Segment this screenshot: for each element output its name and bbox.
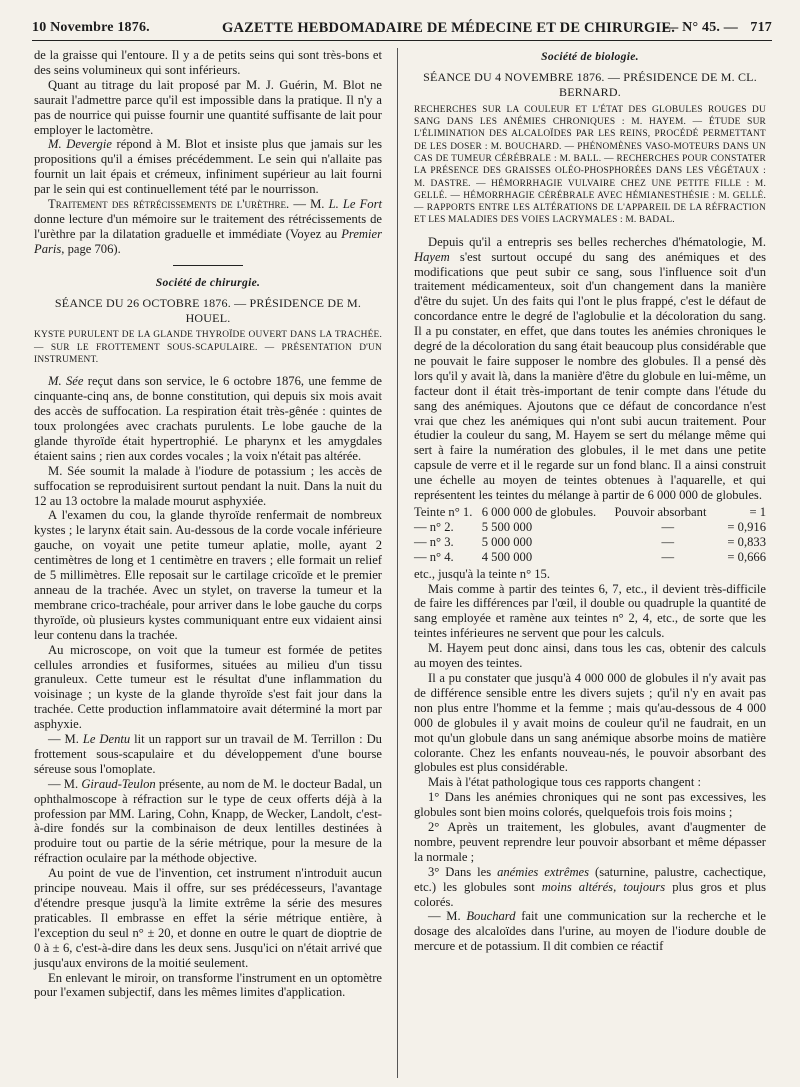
table-cell: — n° 2. xyxy=(414,519,454,534)
speaker-name: M. Sée xyxy=(48,374,84,389)
paragraph: A l'examen du cou, la glande thyroïde renfermait de nombreux kystes ; le larynx était sain. Au-dessous de la corde vocale inférieure gauche, on voyait une petite tumeur aplatie, molle, ayant 2 centimètres de long et 1 centimètre en travers ; elle formait un relief de 5 millimètres. Elle reposait sur le cartilage cricoïde et le premier anneau de la trachée. Avec un stylet, on traverse la tumeur et la membrane crico-trachéale, pour arriver dans le lobe gauche du corps thyroïde, où plusieurs kystes communiquant entre eux vidaient ainsi leur contenu dans la trachée. xyxy=(34,508,382,642)
paragraph xyxy=(34,197,382,257)
table-cell: = 0,833 xyxy=(727,534,766,549)
paragraph-text: — M. xyxy=(48,732,83,747)
paragraph: Au microscope, on voit que la tumeur est formée de petites cellules arrondies et fusiformes, situées au milieu d'un tissu granuleux. Cette tumeur est le résultat d'une inflammation du voisinage ; un kyste de la glande thyroïde s'est fait jour dans la trachée. Cette production inflammatoire avait déterminé la mort par asphyxie. xyxy=(34,642,382,732)
paragraph-text: 3° Dans les xyxy=(428,864,498,879)
speaker-name: Bouchard xyxy=(466,909,516,924)
paragraph-text: présente, au nom de M. le docteur Badal, un ophthalmoscope à réfraction sur le type de ceux offerts déjà à la profession par MM. Laring, Cohn, Knapp, de Wecker, Landolt, c'est-à-dire fondés sur la combinaison de deux lentilles destinées à produire tout ou partie de la série métrique, pour la mesure de la réfraction oculaire par la méthode objective. xyxy=(34,776,382,866)
paragraph xyxy=(414,865,766,910)
paragraph-text: Depuis qu'il a entrepris ses belles recherches d'hématologie, M. xyxy=(428,234,766,249)
table-row xyxy=(414,505,766,520)
section-rule xyxy=(173,265,243,266)
paragraph: Au point de vue de l'invention, cet instrument n'introduit aucun principe nouveau. Mais il offre, sur ses prédécesseurs, l'avantage d'étendre presque jusqu'à la limite extrême la série des mesures praticables. Il embrasse en effet la série métrique entière, à l'exception du seul n° ± 20, et donne en outre le quart de dioptrie de 0 à ± 6, c'est-à-dire dans les deux sens. Jusqu'ici on n'était arrivé que jusqu'aux environs de la moitié seulement. xyxy=(34,866,382,970)
paragraph xyxy=(34,732,382,777)
paragraph xyxy=(34,137,382,197)
table-cell: = 0,916 xyxy=(727,519,766,534)
session-summary: KYSTE PURULENT DE LA GLANDE THYROÏDE OUVERT DANS LA TRACHÉE. — SUR LE FROTTEMENT SOUS-SCAPULAIRE. — PRÉSENTATION D'UN INSTRUMENT. xyxy=(34,330,382,365)
paragraph-text: donne lecture d'un mémoire sur le traitement des rétrécissements de l'urèthre par la dilatation graduelle et immédiate (Voyez au xyxy=(34,211,382,241)
paragraph: M. Sée soumit la malade à l'iodure de potassium ; les accès de suffocation se reproduisirent surtout pendant la nuit. Dans la nuit du 12 au 13 octobre la malade mourut asphyxiée. xyxy=(34,463,382,508)
paragraph-text: — M. xyxy=(289,197,329,212)
left-column xyxy=(34,48,382,1000)
table-cell: — xyxy=(661,519,675,534)
paragraph-text: reçut dans son service, le 6 octobre 1876, une femme de cinquante-cinq ans, de bonne constitution, qui depuis six mois avait des accès de suffocation. La respiration était très-gênée : quintes de toux prolongées avec crachats purulents. Le lobe gauche de la glande thyroïde était hypertrophié. Le pharynx et les amygdales étaient sains ; rien aux cordes vocales ; la voix n'était pas altérée. xyxy=(34,374,382,463)
paragraph xyxy=(34,777,382,866)
session-summary: RECHERCHES SUR LA COULEUR ET L'ÉTAT DES GLOBULES ROUGES DU SANG DANS LES ANÉMIES CHRONIQUES : M. HAYEM. — ÉTUDE SUR L'ÉLIMINATION DES ALCALOÏDES PAR LES REINS, PROCÉDÉ PERMETTANT DE LES DOSER : M. BOUCHARD. — PHÉNOMÈNES VASO-MOTEURS DANS UN CAS DE TUMEUR CÉRÉBRALE : M. BALL. — RECHERCHES POUR CONSTATER LA PRÉSENCE DES GRAISSES OLÉO-PHOSPHORÉES DANS LES VÉGÉTAUX : M. DASTRE. — HÉMORRHAGIE VULVAIRE CHEZ UNE PETITE FILLE : M. GELLÉ. — HÉMORRHAGIE CÉRÉBRALE AVEC HÉMIANESTHÉSIE : M. GELLÉ. — RAPPORTS ENTRE LES ALTÉRATIONS DE L'APPAREIL DE LA RÉFRACTION ET LES MALADIES DES VOIES LACRYMALES : M. BADAL. xyxy=(414,104,766,226)
right-column xyxy=(414,48,766,954)
table-cell: 5 000 000 xyxy=(481,534,533,549)
topic-title: Traitement des rétrécissements de l'urèthre. xyxy=(48,197,290,212)
paragraph-text: plus gros et plus colorés. xyxy=(414,879,766,909)
table-cell: — n° 4. xyxy=(414,549,454,564)
reference: Premier Paris xyxy=(34,226,382,256)
paragraph: etc., jusqu'à la teinte n° 15. xyxy=(414,566,551,581)
issue-number: — N° 45. — xyxy=(664,20,738,35)
paragraph-text: — M. xyxy=(48,776,82,791)
table-cell: 6 000 000 de globules. xyxy=(481,505,597,519)
paragraph-text: fait une communication sur la recherche et le dosage des alcaloïdes dans l'urine, au moyen de l'iodure double de mercure et de potassium. Il dit combien ce réactif xyxy=(414,909,766,954)
session-heading: SÉANCE DU 26 OCTOBRE 1876. — PRÉSIDENCE DE M. HOUEL. xyxy=(54,295,362,325)
paragraph-text: s'est surtout occupé du sang des anémiques et des modifications que peut subir ce sang, sous l'influence soit d'un traitement médicamenteux, soit d'un changement dans la manière d'être du sujet. Un des faits qui l'ont le plus frappé, c'est le défaut de concordance entre le degré de l'aglobulie et la décoloration du sang. Il a pu constater, en effet, que dans toutes les anémies chroniques le degré de la décoloration du sang était beaucoup plus considérable que ne pouvait le faire supposer le nombre des globules. Il a pensé dès lors qu'il y avait là, dans la manière d'être du globule en lui-même, un facteur dont il était très-important de tenir compte dans l'étude du sang des anémiques. Ajoutons que ce défaut de concordance n'est vrai que chez les anémiques qui n'ont subi aucun traitement. Pour étudier la couleur du sang, M. Hayem se sert du mélange même qui sert à faire la numération des globules, il le met dans une petite capsule de verre et il le regarde sur un fond blanc. Il a ainsi construit une échelle au moyen de teintes obtenues à l'aquarelle, et qui représentent les teintes du mélange à partir de 6 000 000 de globules. xyxy=(414,249,766,503)
paragraph-text: répond à M. Blot et insiste plus que jamais sur les propositions qu'il a émises précédemment. Le sein qui n'allaite pas fournit un lait épais et crémeux, infiniment supérieur au lait fourni par le sein qui est continuellement tété par le nourrisson. xyxy=(34,137,382,197)
table-row xyxy=(414,520,766,535)
table-cell: — n° 3. xyxy=(414,534,454,549)
paragraph xyxy=(414,909,766,954)
table-cell: — xyxy=(661,549,675,564)
paragraph: Mais comme à partir des teintes 6, 7, etc., il devient très-difficile de faire les différences par l'œil, il double ou quadruple la quantité de sang employée et ramène aux teintes n° 2, 4, etc., de sorte que les teintes inférieures ne servent que pour les calculs. xyxy=(414,581,766,641)
speaker-name: L. Le Fort xyxy=(328,197,382,212)
paragraph: 1° Dans les anémies chroniques qui ne sont pas excessives, les globules sont bien moins colorés, quelquefois trois fois moins ; xyxy=(414,790,766,820)
society-heading: Société de chirurgie. xyxy=(155,275,261,289)
table-cell: Pouvoir absorbant xyxy=(614,505,707,519)
column-divider xyxy=(397,48,398,1078)
tint-table xyxy=(414,505,766,565)
speaker-name: M. Devergie xyxy=(48,137,112,152)
paragraph-text: (saturnine, palustre, cachectique, etc.) les globules sont xyxy=(414,864,766,894)
session-heading: SÉANCE DU 4 NOVEMBRE 1876. — PRÉSIDENCE DE M. CL. BERNARD. xyxy=(423,69,757,99)
table-cell: = 1 xyxy=(749,505,766,519)
table-cell: — xyxy=(661,534,675,549)
paragraph: Il a pu constater que jusqu'à 4 000 000 de globules il n'y avait pas de différence sensible entre les divers sujets ; qu'il n'y en avait pas non plus entre l'homme et la femme ; mais qu'au-dessous de 4 000 000 de globules il y avait moins de couleur qu'il ne faudrait, en un mot qu'un globule dans un sang anémique absorbe moins de matière colorante. Chez les enfants nouveau-nés, le pouvoir absorbant des globules est plus considérable. xyxy=(414,670,766,775)
emphasis: moins altérés, toujours xyxy=(541,879,666,894)
table-cell: Teinte n° 1. xyxy=(414,505,473,519)
paragraph: Quant au titrage du lait proposé par M. J. Guérin, M. Blot ne saurait l'admettre parce qu'il est impossible dans la pratique. Il n'y a pas de nourrice qui puisse fournir une quantité suffisante de lait pour employer le lactomètre. xyxy=(34,77,382,137)
paragraph xyxy=(414,235,766,503)
paragraph: de la graisse qui l'entoure. Il y a de petits seins qui sont très-bons et des seins volumineux qui sont inférieurs. xyxy=(34,48,382,77)
society-heading: Société de biologie. xyxy=(541,50,639,63)
paragraph: Mais à l'état pathologique tous ces rapports changent : xyxy=(428,775,701,790)
emphasis: anémies extrêmes xyxy=(497,864,590,879)
table-cell: 4 500 000 xyxy=(481,549,533,564)
paragraph: 2° Après un traitement, les globules, avant d'augmenter de nombre, peuvent reprendre leur pouvoir absorbant et même dépasser la normale ; xyxy=(414,820,766,864)
page-header xyxy=(32,10,772,41)
paragraph: En enlevant le miroir, on transforme l'instrument en un optomètre pour l'examen subjectif, dans les mêmes limites d'application. xyxy=(34,970,382,1000)
table-cell: = 0,666 xyxy=(727,549,766,564)
table-cell: 5 500 000 xyxy=(481,519,533,534)
paragraph-text: lit un rapport sur un travail de M. Terrillon : Du frottement sous-scapulaire et du développement d'une bourse séreuse sous l'omoplate. xyxy=(34,732,382,776)
journal-title: GAZETTE HEBDOMADAIRE DE MÉDECINE ET DE CHIRURGIE. xyxy=(222,20,676,36)
header-date: 10 Novembre 1876. xyxy=(32,20,150,35)
paragraph-text: , page 706). xyxy=(61,241,121,256)
paragraph-text: — M. xyxy=(428,909,467,924)
paragraph xyxy=(34,374,382,463)
speaker-name: Giraud-Teulon xyxy=(81,776,156,791)
paragraph: M. Hayem peut donc ainsi, dans tous les cas, obtenir des calculs au moyen des teintes. xyxy=(414,641,766,671)
speaker-name: Le Dentu xyxy=(82,732,131,747)
table-row xyxy=(414,550,766,565)
speaker-name: Hayem xyxy=(414,249,450,264)
page-number: 717 xyxy=(750,20,772,35)
table-row xyxy=(414,535,766,550)
